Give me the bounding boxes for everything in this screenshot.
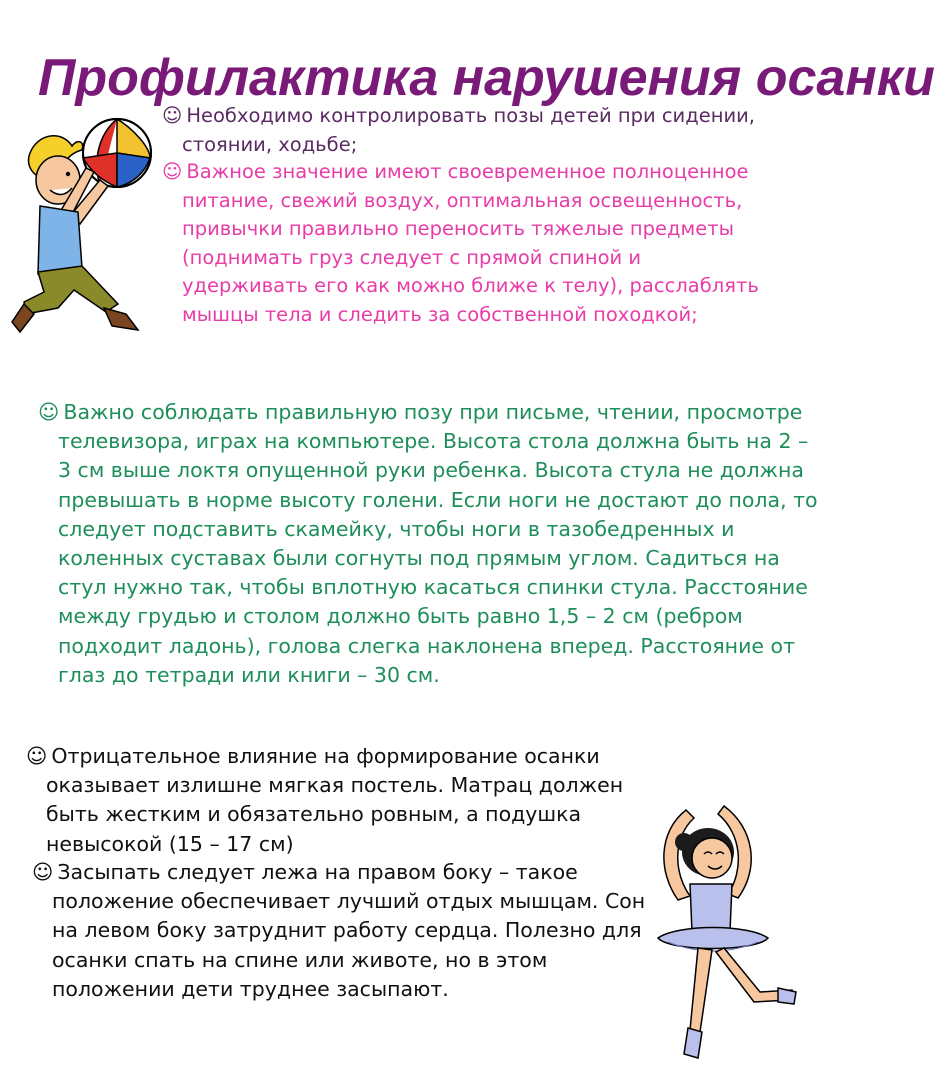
paragraph-text: Отрицательное влияние на формирование осанки оказывает излишне мягкая постель. Матрац должен быть жестким и обязательно ровным, а подушка невысокой (15 – 17 см) xyxy=(46,744,624,856)
smiley-bullet-icon: ☺ xyxy=(38,400,60,424)
beach-ball-icon xyxy=(83,119,151,187)
paragraph-correct-posture xyxy=(38,398,818,690)
paragraph-bed xyxy=(26,742,646,859)
smiley-bullet-icon: ☺ xyxy=(162,104,183,127)
boy-with-ball-illustration xyxy=(0,108,160,348)
page-title: Профилактика нарушения осанки xyxy=(38,49,935,107)
paragraph-text: Засыпать следует лежа на правом боку – такое положение обеспечивает лучший отдых мышцам. Сон на левом боку затруднит работу сердца. Полезно для осанки спать на спине или животе, но в этом положении дети труднее засыпают. xyxy=(52,860,646,1001)
ballerina-illustration xyxy=(628,792,798,1062)
paragraph-text: Важно соблюдать правильную позу при письме, чтении, просмотре телевизора, играх на компьютере. Высота стола должна быть на 2 – 3 см выше локтя опущенной руки ребенка. Высота стула не должна превышать в норме высоту голени. Если ноги не достают до пола, то следует подставить скамейку, чтобы ноги в тазобедренных и коленных суставах были согнуты под прямым углом. Садиться на стул нужно так, чтобы вплотную касаться спинки стула. Расстояние между грудью и столом должно быть равно 1,5 – 2 см (ребром подходит ладонь), голова слегка наклонена вперед. Расстояние от глаз до тетради или книги – 30 см. xyxy=(58,400,818,687)
smiley-bullet-icon: ☺ xyxy=(26,744,48,768)
smiley-bullet-icon: ☺ xyxy=(32,860,54,884)
smiley-bullet-icon: ☺ xyxy=(162,160,183,183)
paragraph-text: Важное значение имеют своевременное полноценное питание, свежий воздух, оптимальная освещенность, привычки правильно переносить тяжелые предметы (поднимать груз следует с прямой спиной и удерживать его как можно ближе к телу), расслаблять мышцы тела и следить за собственной походкой; xyxy=(182,160,759,326)
paragraph-nutrition xyxy=(162,158,762,329)
paragraph-text: Необходимо контролировать позы детей при сидении, стоянии, ходьбе; xyxy=(182,104,756,156)
paragraph-sleep xyxy=(32,858,652,1004)
paragraph-posture-control xyxy=(162,102,762,159)
